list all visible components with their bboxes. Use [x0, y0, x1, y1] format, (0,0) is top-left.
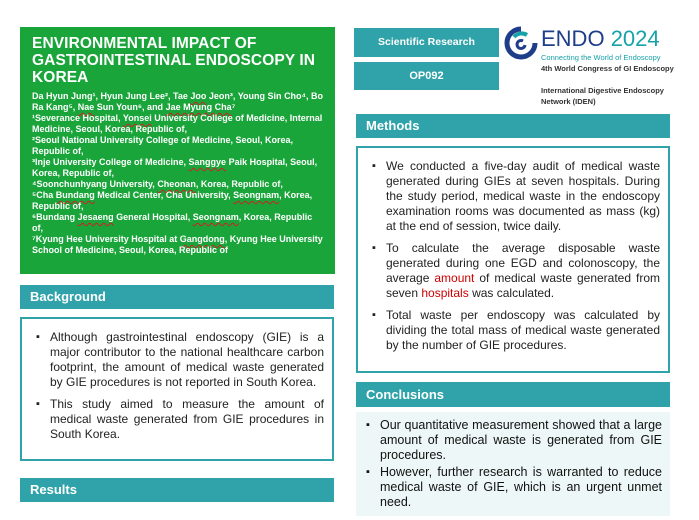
affiliation-2: ²Seoul National University College of Medicine, Seoul, Korea, Republic of, [32, 135, 294, 156]
endo-logo [504, 24, 694, 114]
authors-text: ⁷ [231, 102, 236, 112]
highlight-hospitals: hospitals [421, 286, 469, 300]
affiliation-7: ⁷Kyung Hee University Hospital at Gangdong, Kyung Hee University School of Medicine, Seoul, Korea, Republic of [32, 234, 323, 255]
authors-text: Sun Youn⁶, and [94, 102, 166, 112]
authors-text: Nae [77, 102, 95, 112]
authors-text: Da Hyun Jung¹, Hyun Jung Lee², Tae [32, 91, 191, 101]
affiliation-1: ¹Severance Hospital, Yonsei University College of Medicine, Internal Medicine, Seoul, Korea, Republic of, [32, 113, 323, 134]
authors-text: Jeon³, Young Sin [206, 91, 282, 101]
logo-tagline: Connecting the World of Endoscopy [541, 53, 661, 62]
affiliation-5: ⁵Cha Bundang Medical Center, Cha University, Seongnam, Korea, Republic of, [32, 190, 313, 211]
conclusion-item: ▪ However, further research is warranted to reduce medical waste of GIE, which is an urgent unmet need. [362, 465, 662, 510]
results-heading: Results [30, 482, 77, 497]
background-panel [20, 317, 334, 461]
logo-year-text: 2024 [610, 26, 660, 51]
abstract-code-label: OP092 [409, 70, 444, 82]
conclusions-header [356, 382, 670, 407]
logo-congress: 4th World Congress of GI Endoscopy [541, 64, 674, 73]
conclusions-heading: Conclusions [366, 387, 445, 402]
background-item: ▪ This study aimed to measure the amount of medical waste generated from GIE procedures in South Korea. [32, 397, 324, 442]
results-header [20, 478, 334, 502]
methods-item: ▪ To calculate the average disposable waste generated during one EGD and colonoscopy, the average amount of medical waste generated from seven hospitals was calculated. [368, 241, 660, 301]
highlight-amount: amount [434, 271, 475, 285]
affiliation-3: ³Inje University College of Medicine, Sanggye Paik Hospital, Seoul, Korea, Republic of, [32, 157, 318, 178]
logo-network-line2: Network (IDEN) [541, 97, 596, 106]
methods-item: ▪ We conducted a five-day audit of medical waste generated during GIEs at seven hospitals. During the study period, medical waste in the endoscopy examination rooms was documented as mass (kg) at the end of session, twice daily. [368, 159, 660, 234]
category-label: Scientific Research [378, 36, 475, 48]
conclusion-item: ▪ Our quantitative measurement showed that a large amount of medical waste is generated from GIE procedures. [362, 418, 662, 463]
methods-item: ▪ Total waste per endoscopy was calculated by dividing the total mass of medical waste generated by the number of GIE procedures. [368, 308, 660, 353]
endo-logo-mark-icon [504, 26, 538, 60]
background-heading: Background [30, 289, 106, 304]
logo-network-line1: International Digestive Endoscopy [541, 86, 664, 95]
conclusions-panel [356, 412, 670, 516]
category-tag [354, 28, 499, 57]
authors-text: Joo [190, 91, 207, 101]
affiliation-6: ⁶Bundang Jesaeng General Hospital, Seongnam, Korea, Republic of, [32, 212, 313, 233]
author-list [32, 91, 325, 113]
abstract-code-tag [354, 62, 499, 90]
authors-text: Cho⁴, Bo Ra Kang⁵, [32, 91, 324, 112]
methods-panel [356, 146, 670, 373]
affiliation-4: ⁴Soonchunhyang University, Cheonan, Korea, Republic of, [32, 179, 283, 189]
background-item: ▪ Although gastrointestinal endoscopy (GIE) is a major contributor to the national healthcare carbon footprint, the amount of medical waste generated by GIE procedures is not reported in South Korea. [32, 330, 324, 390]
methods-heading: Methods [366, 118, 420, 133]
logo-endo-text: ENDO [541, 26, 605, 51]
authors-text: Jae Myung Cha [165, 102, 232, 112]
methods-header [356, 114, 670, 138]
title-panel [20, 27, 335, 274]
poster-title: ENVIRONMENTAL IMPACT OF GASTROINTESTINAL ENDOSCOPY IN KOREA [32, 35, 316, 86]
background-header [20, 285, 334, 309]
